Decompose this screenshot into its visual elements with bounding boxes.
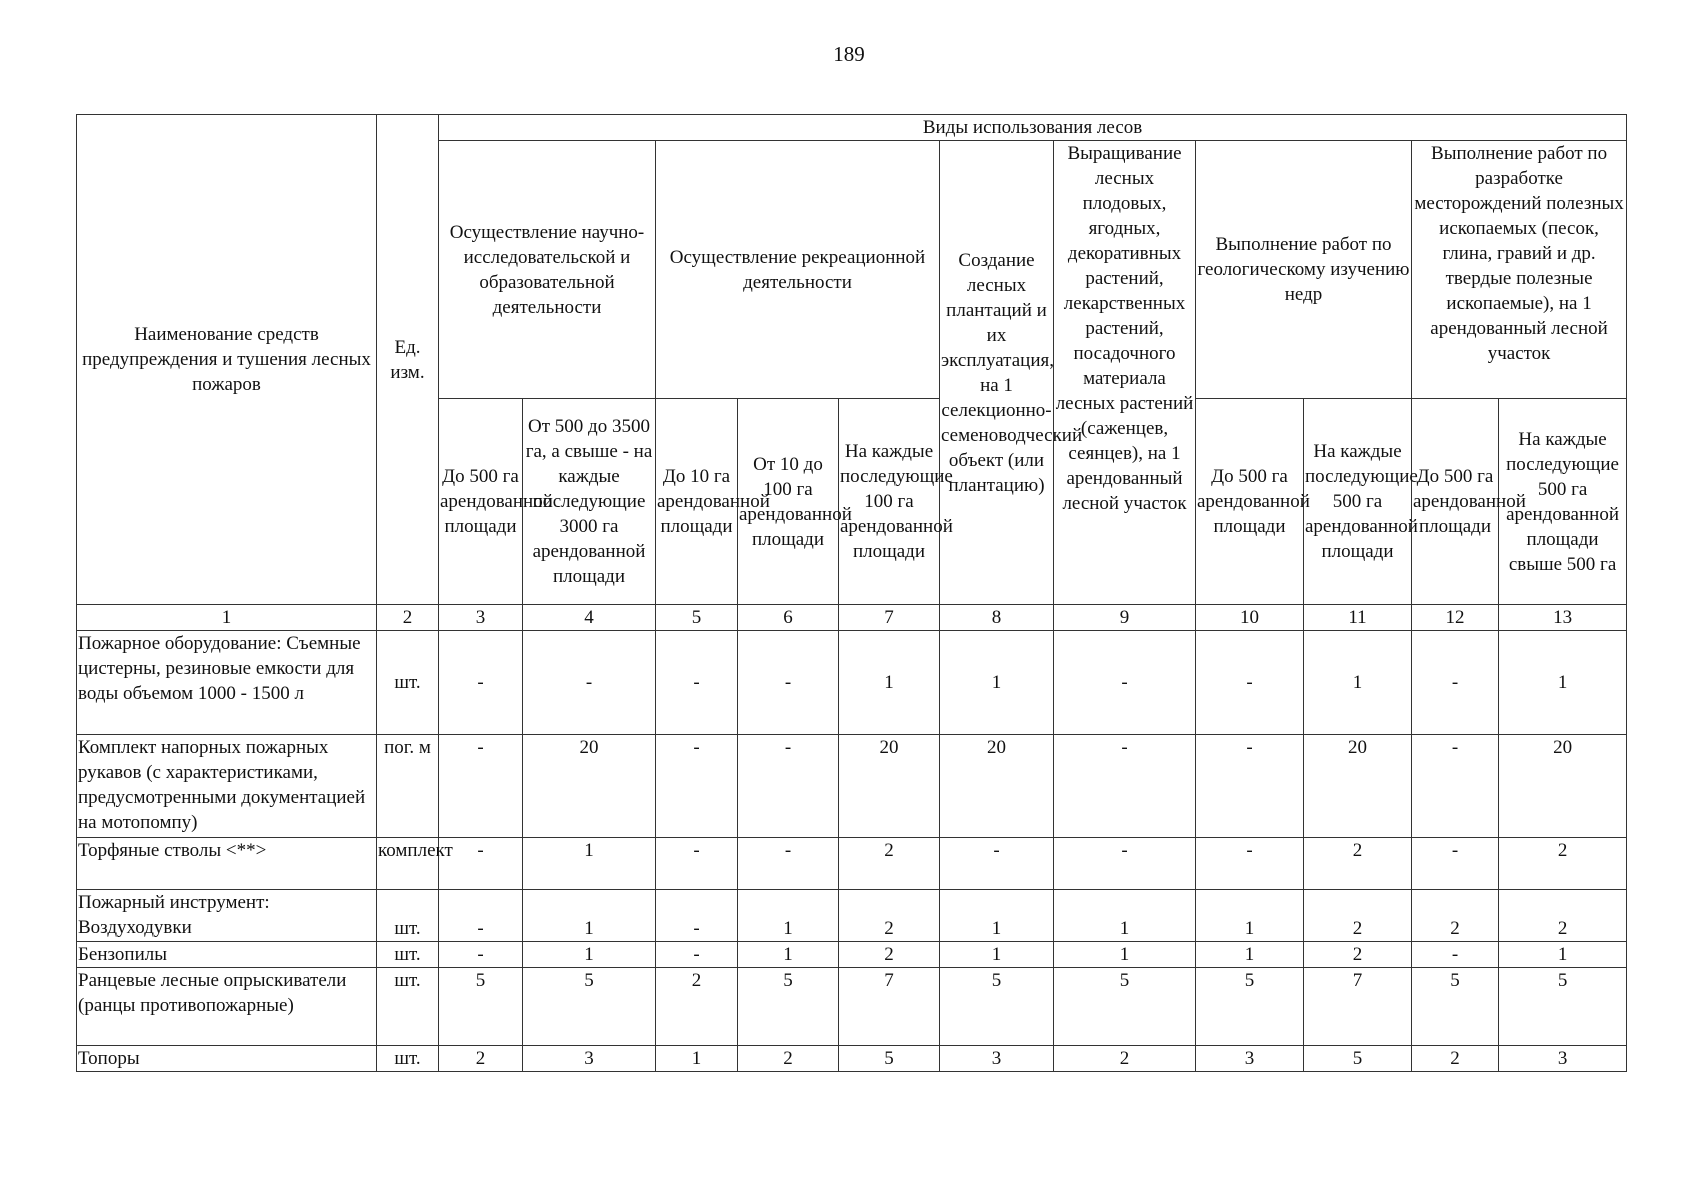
row-name: Торфяные стволы <**> [77, 838, 377, 890]
row-name: Комплект напорных пожарных рукавов (с характеристиками, предусмотренными документацией на мотопомпу) [77, 735, 377, 838]
table-row [77, 890, 1627, 942]
row-value: - [656, 735, 738, 838]
col-number: 7 [839, 605, 940, 631]
row-value: 1 [1196, 890, 1304, 942]
subcol-6: От 10 до 100 га арендованной площади [738, 399, 839, 605]
equipment-table [76, 114, 1627, 1072]
col-number: 10 [1196, 605, 1304, 631]
row-value: - [439, 735, 523, 838]
row-unit: шт. [377, 890, 439, 942]
row-value: 1 [940, 890, 1054, 942]
table-row [77, 735, 1627, 838]
col-number: 3 [439, 605, 523, 631]
row-value: 1 [1196, 942, 1304, 968]
row-value: - [738, 631, 839, 735]
table-row [77, 1046, 1627, 1072]
table-row [77, 942, 1627, 968]
row-value: - [439, 942, 523, 968]
row-value: - [1412, 735, 1499, 838]
row-value: 5 [1412, 968, 1499, 1046]
header-group-recreation: Осуществление рекреационной деятельности [656, 141, 940, 399]
row-value: 1 [738, 890, 839, 942]
row-value: 7 [1304, 968, 1412, 1046]
row-value: - [940, 838, 1054, 890]
row-value: - [1054, 735, 1196, 838]
row-value: 2 [839, 838, 940, 890]
row-value: - [1196, 631, 1304, 735]
row-value: 1 [839, 631, 940, 735]
col-number: 2 [377, 605, 439, 631]
row-value: 1 [1054, 942, 1196, 968]
col-number: 5 [656, 605, 738, 631]
col-number: 13 [1499, 605, 1627, 631]
row-value: 1 [656, 1046, 738, 1072]
row-value: 20 [1304, 735, 1412, 838]
row-value: 2 [1304, 890, 1412, 942]
row-value: - [1196, 838, 1304, 890]
row-value: 2 [439, 1046, 523, 1072]
row-value: 2 [1499, 890, 1627, 942]
equipment-table-wrap [76, 114, 1627, 1072]
row-value: 2 [738, 1046, 839, 1072]
row-value: 1 [523, 838, 656, 890]
header-unit: Ед. изм. [377, 115, 439, 605]
row-value: - [1412, 942, 1499, 968]
row-name: Пожарный инструмент: Воздуходувки [77, 890, 377, 942]
row-value: - [523, 631, 656, 735]
row-value: 5 [1196, 968, 1304, 1046]
row-unit: пог. м [377, 735, 439, 838]
col-number: 8 [940, 605, 1054, 631]
row-value: - [439, 631, 523, 735]
row-value: 3 [523, 1046, 656, 1072]
row-value: - [656, 838, 738, 890]
row-unit: шт. [377, 968, 439, 1046]
row-value: 1 [1054, 890, 1196, 942]
table-row [77, 838, 1627, 890]
page-number: 189 [833, 42, 865, 66]
row-value: 2 [839, 890, 940, 942]
row-value: 2 [1054, 1046, 1196, 1072]
row-unit: шт. [377, 631, 439, 735]
row-value: 1 [1499, 942, 1627, 968]
row-value: 20 [523, 735, 656, 838]
row-value: 2 [1412, 1046, 1499, 1072]
row-unit: шт. [377, 942, 439, 968]
row-value: 7 [839, 968, 940, 1046]
row-value: 5 [523, 968, 656, 1046]
row-unit: шт. [377, 1046, 439, 1072]
column-numbers-row [77, 605, 1627, 631]
row-value: 1 [523, 890, 656, 942]
row-value: 2 [839, 942, 940, 968]
subcol-12: До 500 га арендованной площади [1412, 399, 1499, 605]
subcol-10: До 500 га арендованной площади [1196, 399, 1304, 605]
col-number: 12 [1412, 605, 1499, 631]
subcol-3: До 500 га арендованной площади [439, 399, 523, 605]
row-value: 2 [656, 968, 738, 1046]
row-value: 2 [1304, 942, 1412, 968]
row-value: 1 [523, 942, 656, 968]
row-value: 5 [738, 968, 839, 1046]
col-number: 11 [1304, 605, 1412, 631]
row-value: 1 [940, 942, 1054, 968]
row-value: 3 [1499, 1046, 1627, 1072]
row-value: 20 [940, 735, 1054, 838]
subcol-13: На каждые последующие 500 га арендованной площади свыше 500 га [1499, 399, 1627, 605]
subcol-5: До 10 га арендованной площади [656, 399, 738, 605]
col-number: 6 [738, 605, 839, 631]
table-row [77, 631, 1627, 735]
col-number: 1 [77, 605, 377, 631]
header-name: Наименование средств предупреждения и тушения лесных пожаров [77, 115, 377, 605]
row-value: - [439, 890, 523, 942]
row-name: Топоры [77, 1046, 377, 1072]
row-value: 3 [1196, 1046, 1304, 1072]
table-body [77, 631, 1627, 1072]
row-value: - [1412, 838, 1499, 890]
row-value: - [1054, 631, 1196, 735]
row-value: - [1412, 631, 1499, 735]
header-group-title: Виды использования лесов [439, 115, 1627, 141]
row-value: 20 [839, 735, 940, 838]
row-value: 3 [940, 1046, 1054, 1072]
col-number: 9 [1054, 605, 1196, 631]
row-value: 5 [439, 968, 523, 1046]
header-group-geology: Выполнение работ по геологическому изучению недр [1196, 141, 1412, 399]
row-value: 1 [1304, 631, 1412, 735]
row-value: 1 [940, 631, 1054, 735]
row-value: 5 [839, 1046, 940, 1072]
row-name: Ранцевые лесные опрыскиватели (ранцы противопожарные) [77, 968, 377, 1046]
header-group-cultivation: Выращивание лесных плодовых, ягодных, декоративных растений, лекарственных растений, посадочного материала лесных растений (саженцев, сеянцев), на 1 арендованный лесной участок [1054, 141, 1196, 605]
header-group-research: Осуществление научно-исследовательской и образовательной деятельности [439, 141, 656, 399]
row-value: - [1196, 735, 1304, 838]
row-value: 2 [1412, 890, 1499, 942]
table-row [77, 968, 1627, 1046]
row-value: 2 [1304, 838, 1412, 890]
subcol-11: На каждые последующие 500 га арендованной площади [1304, 399, 1412, 605]
row-value: 20 [1499, 735, 1627, 838]
row-value: 1 [738, 942, 839, 968]
col-number: 4 [523, 605, 656, 631]
row-value: 5 [940, 968, 1054, 1046]
subcol-4: От 500 до 3500 га, а свыше - на каждые последующие 3000 га арендованной площади [523, 399, 656, 605]
row-name: Пожарное оборудование: Съемные цистерны, резиновые емкости для воды объемом 1000 - 1500 л [77, 631, 377, 735]
row-value: - [738, 735, 839, 838]
row-value: - [656, 631, 738, 735]
row-value: - [738, 838, 839, 890]
row-value: - [1054, 838, 1196, 890]
row-value: 5 [1499, 968, 1627, 1046]
subcol-7: На каждые последующие 100 га арендованной площади [839, 399, 940, 605]
header-group-plantations: Создание лесных плантаций и их эксплуатация, на 1 селекционно-семеноводческий объект (или плантацию) [940, 141, 1054, 605]
row-value: - [656, 942, 738, 968]
row-value: 2 [1499, 838, 1627, 890]
row-name: Бензопилы [77, 942, 377, 968]
row-value: - [656, 890, 738, 942]
row-value: 1 [1499, 631, 1627, 735]
row-value: - [439, 838, 523, 890]
row-value: 5 [1304, 1046, 1412, 1072]
header-group-mining: Выполнение работ по разработке месторождений полезных ископаемых (песок, глина, гравий и др. твердые полезные ископаемые), на 1 арендованный лесной участок [1412, 141, 1627, 399]
row-unit: комплект [377, 838, 439, 890]
row-value: 5 [1054, 968, 1196, 1046]
